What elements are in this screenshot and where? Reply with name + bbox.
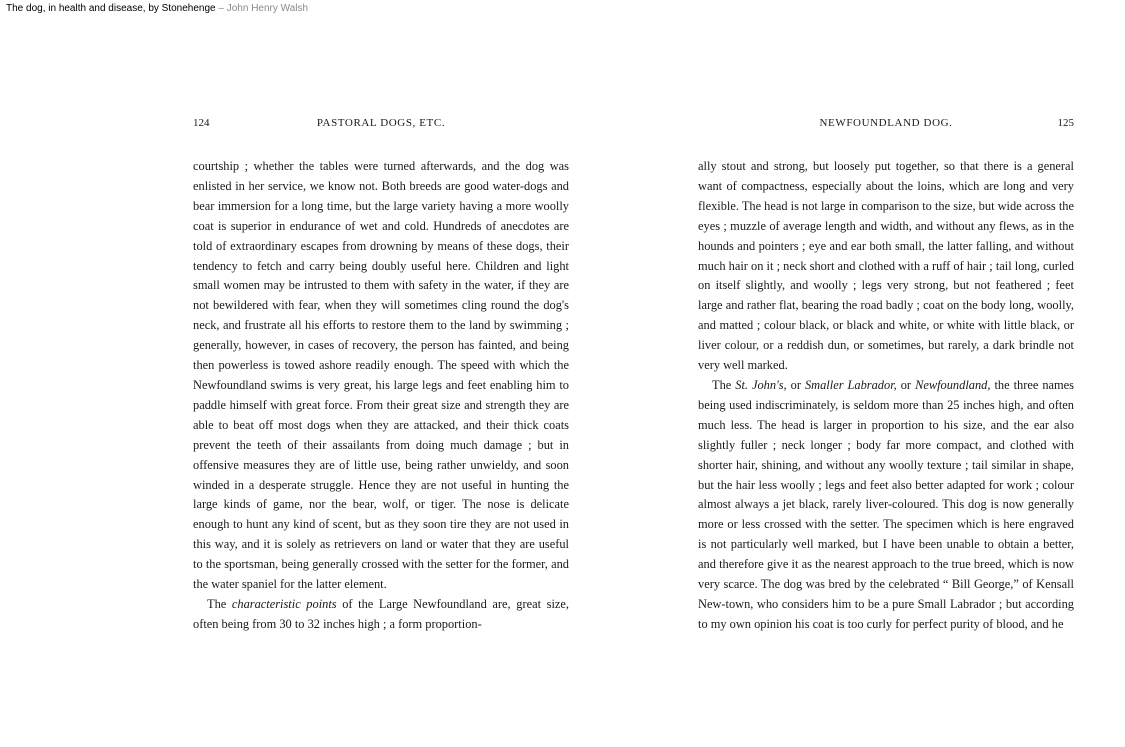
book-header	[6, 3, 308, 17]
emphasis-text: Newfoundland,	[915, 377, 991, 392]
book-title-link[interactable]: The dog, in health and disease, by Stonehenge	[6, 3, 216, 14]
header-separator: –	[215, 3, 227, 14]
right-page-text	[698, 157, 1074, 635]
paragraph-text: or	[786, 377, 805, 392]
right-page	[698, 115, 1074, 635]
paragraph: courtship ; whether the tables were turned afterwards, and the dog was enlisted in her service, we know not. Both breeds are good water-dogs and bear immersion for a long time, but the large variety having a more woolly coat is superior in endurance of wet and cold. Hundreds of anecdotes are told of extraordinary escapes from drowning by means of these dogs, their tendency to fetch and carry being doubly useful here. Children and light small women may be intrusted to them with safety in the water, if they are not bewildered with fear, when they will sometimes cling round the dog's neck, and frustrate all his efforts to restore them to the land by swimming ; generally, however, in cases of recovery, the person has fainted, and being then powerless is towed ashore readily enough. The speed with which the Newfoundland swims is very great, his large legs and feet enabling him to paddle himself with great force. From their great size and strength they are able to beat off most dogs when they are attacked, and their thick coats prevent the teeth of their assailants from doing much damage ; but in offensive measures they are of little use, being rather unwieldy, and soon winded in a desperate struggle. Hence they are not useful in hunting the large kinds of game, nor the bear, wolf, or tiger. The nose is delicate enough to hunt any kind of scent, but as they soon tire they are not used in this way, and it is solely as retrievers on land or water that they are useful to the sportsman, being generally crossed with the setter for the former, and the water spaniel for the latter element.	[193, 159, 569, 592]
right-page-number: 125	[1057, 117, 1074, 129]
paragraph: ally stout and strong, but loosely put together, so that there is a general want of compactness, especially about the loins, which are long and very flexible. The head is not large in comparison to the size, but wide across the eyes ; muzzle of average length and width, and without any flews, as in the hounds and pointers ; eye and ear both small, the latter falling, and without much hair on it ; neck short and clothed with a ruff of hair ; tail long, curled on itself slightly, and woolly ; legs very strong, but not feathered ; feet large and rather flat, bearing the road badly ; coat on the body long, woolly, and matted ; colour black, or black and white, or white with little black, or liver colour, or a reddish dun, or sometimes, but rarely, a dark brindle not very well marked.	[698, 159, 1074, 373]
right-running-head	[698, 115, 1074, 131]
paragraph	[193, 595, 569, 635]
paragraph-text: The	[712, 377, 736, 392]
right-running-title: NEWFOUNDLAND DOG.	[819, 117, 953, 129]
left-running-head	[193, 115, 569, 131]
paragraph	[698, 376, 1074, 635]
left-page-number: 124	[193, 117, 210, 129]
left-page-text	[193, 157, 569, 635]
author-name[interactable]: John Henry Walsh	[226, 3, 309, 14]
emphasis-text: St. John's,	[735, 377, 787, 392]
paragraph-text: the three names being used indiscriminately, is seldom more than 25 inches high, and often much less. The head is larger in proportion to his size, and the ear also slightly fuller ; neck longer ; body far more compact, and clothed with shorter hair, shining, and without any woolly texture ; tail similar in shape, but the hair less woolly ; legs and feet also better adapted for work ; colour almost always a jet black, rarely liver-coloured. This dog is now generally more or less crossed with the setter. The specimen which is here engraved is not particularly well marked, but I have been unable to obtain a better, and therefore give it as the nearest approach to the true breed, which is now very scarce. The dog was bred by the celebrated “ Bill George,” of Kensall New-town, who considers him to be a pure Small Labrador ; but according to my own opinion his coat is too curly for perfect purity of blood, and he	[698, 377, 1074, 631]
paragraph-text: or	[896, 377, 916, 392]
emphasis-text: Smaller Labrador,	[804, 377, 897, 392]
left-running-title: PASTORAL DOGS, ETC.	[316, 117, 446, 129]
paragraph-text: of the Large Newfoundland are, great size, often being from 30 to 32 inches high ; a form proportion-	[193, 596, 569, 631]
paragraph-text: The	[207, 596, 232, 611]
left-page	[193, 115, 569, 635]
emphasis-text: characteristic points	[231, 596, 337, 611]
